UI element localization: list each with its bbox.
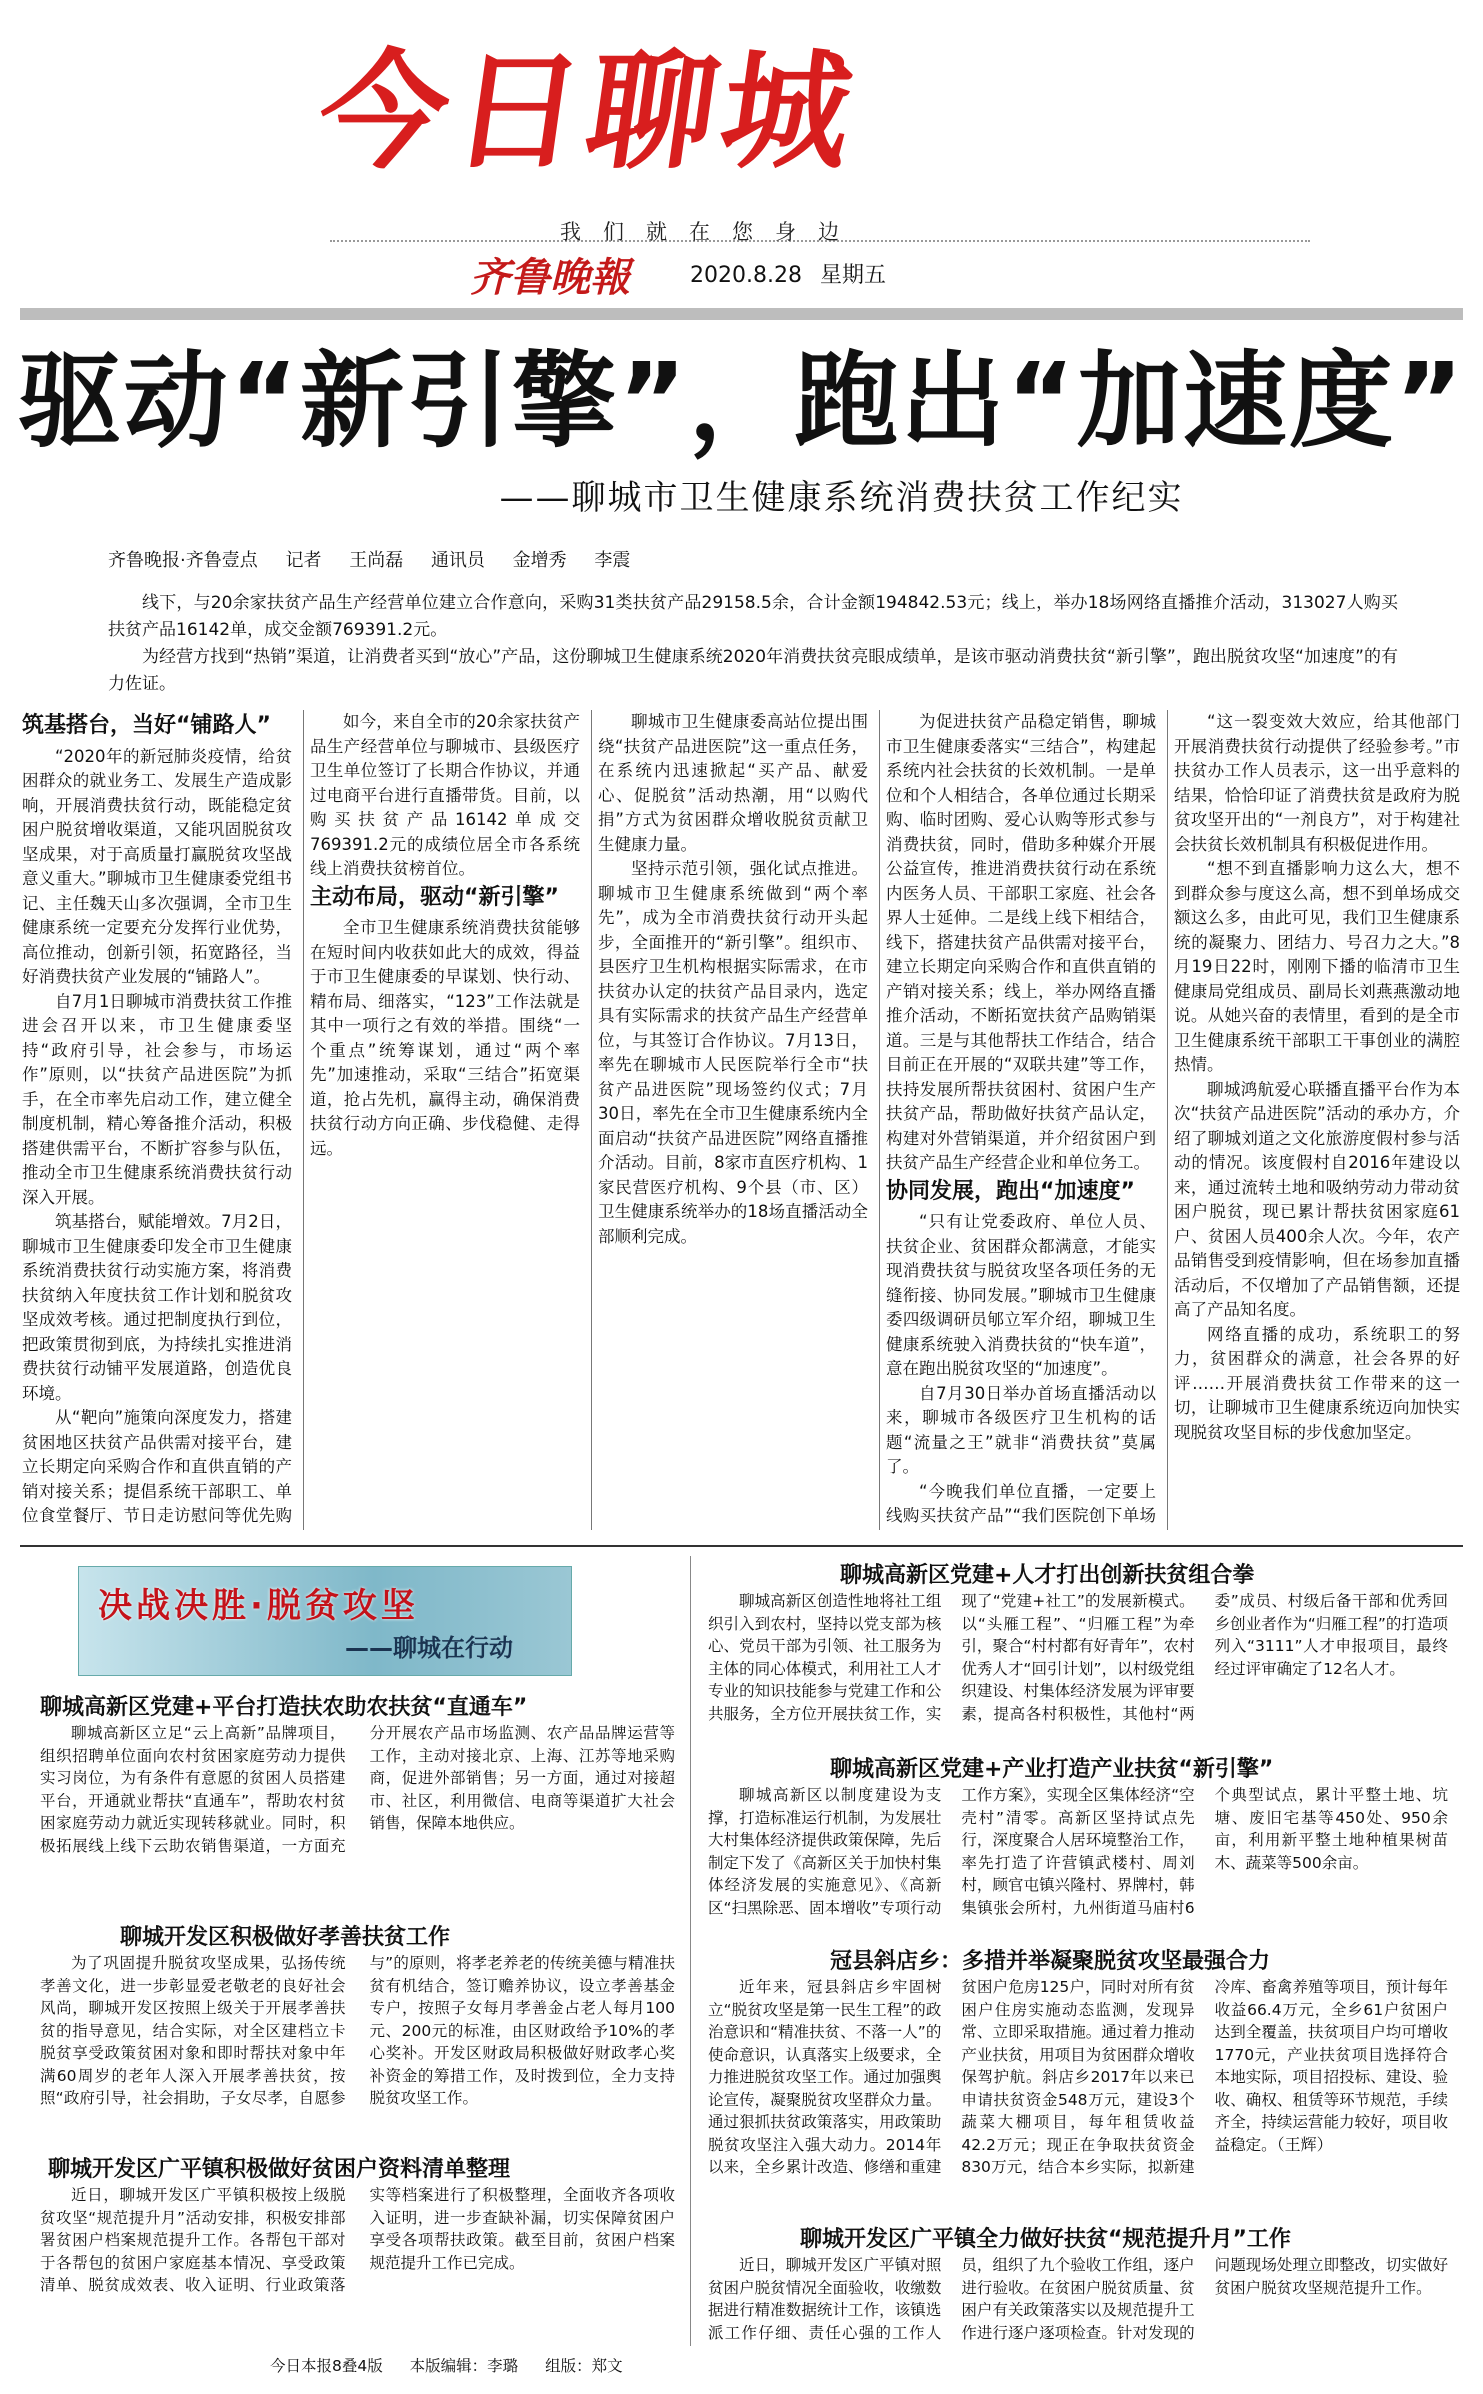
paragraph: 筑基搭台，赋能增效。7月2日，聊城市卫生健康委印发全市卫生健康系统消费扶贫行动实施方案，将消费扶贫纳入年度扶贫工作计划和脱贫攻坚成效考核。通过把制度执行到位，把政策贯彻到底，为持续扎实推进消费扶贫行动铺平发展道路，创造优良环境。: [22, 1212, 292, 1403]
article-subhead: ——聊城市卫生健康系统消费扶贫工作纪实: [499, 478, 1184, 518]
paragraph: “今晚我们单位直播，一定要上线购买扶贫产品”“我们医院创下单场: [886, 1481, 1156, 1525]
byline-correspondent: 金增秀: [512, 550, 567, 571]
brand-logo: 齐鲁晚報: [470, 254, 630, 301]
footer-editor: 本版编辑：李璐: [409, 2357, 519, 2375]
paragraph: 从“靶向”施策向深度发力，搭建贫困地区扶贫产品供需对接平台，建立长期定向采购合作和直供直销的产销对接关系；提倡系统干部职工、单位食堂餐厅、节日走访慰问等优先购: [22, 1408, 292, 1525]
paragraph: 近日，聊城开发区广平镇对照贫困户脱贫情况全面验收，收缴数据进行精准数据统计工作，该镇选派工作仔细、责任心强的工作人员，组织了九个验收工作组，逐户进行验收。在贫困户脱贫质量、贫困户有关政策落实以及规范提升工作进行逐户逐项检查。针对发现的问题现场处理立即整改，切实做好贫困户脱贫攻坚规范提升工作。: [708, 2256, 1448, 2342]
paragraph: 为了巩固提升脱贫攻坚成果，弘扬传统孝善文化，进一步彰显爱老敬老的良好社会风尚，聊城开发区按照上级关于开展孝善扶贫的指导意见，结合实际，对全区建档立卡脱贫享受政策贫困对象和即时帮扶对象中年满60周岁的老年人深入开展孝善扶贫，按照“政府引导，社会捐助，子女尽孝，自愿参与”的原则，将孝老养老的传统美德与精准扶贫有机结合，签订赡养协议，设立孝善基金专户，按照子女每月孝善金占老人每月100元、200元的标准，由区财政给予10%的孝心奖补。开发区财政局积极做好财政孝心奖补资金的筹措工作，及时拨到位，全力支持脱贫攻坚工作。: [40, 1954, 675, 2107]
byline-correspondent: 李震: [594, 550, 631, 571]
story-title: 聊城高新区党建+平台打造扶农助农扶贫“直通车”: [40, 1695, 528, 1720]
footer-info: 今日本报8叠4版: [270, 2357, 383, 2375]
section-rule: [20, 1545, 1463, 1547]
paragraph: 自7月30日举办首场直播活动以来，聊城市各级医疗卫生机构的话题“流量之王”就非“消费扶贫”莫属了。: [886, 1383, 1156, 1476]
paragraph: “想不到直播影响力这么大，想不到群众参与度这么高，想不到单场成交额这么多，由此可见，我们卫生健康系统的凝聚力、团结力、号召力之大。”8月19日22时，刚刚下播的临清市卫生健康局党组成员、副局长刘燕燕激动地说。从她兴奋的表情里，看到的是全市卫生健康系统干部职工干事创业的满腔热情。: [1174, 859, 1460, 1074]
story-divider: [690, 1556, 691, 2346]
column-3: [598, 710, 868, 1530]
paragraph: 近日，聊城开发区广平镇积极按上级脱贫攻坚“规范提升月”活动安排，积极安排部署贫困户档案规范提升工作。各帮包干部对于各帮包的贫困户家庭基本情况、享受政策清单、脱贫成效表、收入证明、行业政策落实等档案进行了积极整理，全面收齐各项收入证明，进一步查缺补漏，切实保障贫困户享受各项帮扶政策。截至目前，贫困户档案规范提升工作已完成。: [40, 2186, 675, 2294]
byline-source: 齐鲁晚报·齐鲁壹点: [108, 550, 258, 571]
paragraph: 聊城市卫生健康委高站位提出围绕“扶贫产品进医院”这一重点任务，在系统内迅速掀起“买产品、献爱心、促脱贫”活动热潮，用“以购代捐”方式为贫困群众增收脱贫贡献卫生健康力量。: [598, 712, 868, 854]
masthead-rule: [20, 308, 1463, 320]
masthead-slogan: 我们就在您身边: [560, 220, 861, 244]
byline-label: 通讯员: [430, 550, 485, 571]
issue-date: [690, 258, 886, 289]
banner-title: 决战决胜·脱贫攻坚: [98, 1586, 419, 1626]
paragraph: 自7月1日聊城市消费扶贫工作推进会召开以来，市卫生健康委坚持“政府引导，社会参与，市场运作”原则，以“扶贫产品进医院”为抓手，在全市率先启动工作，建立健全制度机制，精心筹备推介活动，积极搭建供需平台，不断扩容参与队伍，推动全市卫生健康系统消费扶贫行动深入开展。: [22, 991, 292, 1207]
paragraph: “这一裂变效大效应，给其他部门开展消费扶贫行动提供了经验参考。”市扶贫办工作人员表示，这一出乎意料的结果，恰恰印证了消费扶贫是政府为脱贫攻坚开出的“一剂良方”，对于构建社会扶贫长效机制具有积极促进作用。: [1174, 712, 1460, 854]
weekday: 星期五: [819, 263, 886, 288]
story-body: [708, 1590, 1448, 1740]
story-title: 聊城开发区积极做好孝善扶贫工作: [120, 1925, 451, 1950]
section-heading: 主动布局，驱动“新引擎”: [310, 884, 559, 910]
column-divider: [1167, 710, 1168, 1530]
story-title: 冠县斜店乡：多措并举凝聚脱贫攻坚最强合力: [830, 1949, 1271, 1974]
story-title: 聊城高新区党建+人才打出创新扶贫组合拳: [840, 1563, 1255, 1588]
page-footer: [270, 2354, 645, 2376]
story-body: [40, 2184, 675, 2344]
paragraph: 聊城高新区立足“云上高新”品牌项目，组织招聘单位面向农村贫困家庭劳动力提供实习岗位，为有条件有意愿的贫困人员搭建平台，开通就业帮扶“直通车”，帮助农村贫困家庭劳动力就近实现转移就业。同时，积极拓展线上线下云助农销售渠道，一方面充分开展农产品市场监测、农产品品牌运营等工作，主动对接北京、上海、江苏等地采购商，促进外部销售；另一方面，通过对接超市、社区，利用微信、电商等渠道扩大社会销售，保障本地供应。: [40, 1724, 675, 1855]
story-body: [708, 2254, 1448, 2346]
column-5: [1174, 710, 1460, 1530]
paragraph: 聊城鸿航爱心联播直播平台作为本次“扶贫产品进医院”活动的承办方，介绍了聊城刘道之文化旅游度假村参与活动的情况。该度假村自2016年建设以来，通过流转土地和吸纳劳动力带动贫困户脱贫，现已累计帮扶贫困家庭61户、贫困人员400余人次。今年，农产品销售受到疫情影响，但在场参加直播活动后，不仅增加了产品销售额，还提高了产品知名度。: [1174, 1079, 1460, 1319]
paragraph: 全市卫生健康系统消费扶贫能够在短时间内收获如此大的成效，得益于市卫生健康委的早谋划、快行动、精布局、细落实，“123”工作法就是其中一项行之有效的举措。围绕“一个重点”统筹谋划，通过“两个率先”加速推动，采取“三结合”拓宽渠道，抢占先机，赢得主动，确保消费扶贫行动方向正确、步伐稳健、走得远。: [310, 918, 580, 1158]
paragraph: 如今，来自全市的20余家扶贫产品生产经营单位与聊城市、县级医疗卫生单位签订了长期合作协议，并通过电商平台进行直播带货。目前，以购买扶贫产品16142单成交769391.2元的成绩位居全市各系统线上消费扶贫榜首位。: [310, 712, 580, 878]
byline-reporter: 王尚磊: [349, 550, 404, 571]
section-heading: 筑基搭台，当好“铺路人”: [22, 713, 271, 738]
article-lead: [108, 590, 1398, 698]
column-4: [886, 710, 1156, 1530]
lead-paragraph: 为经营方找到“热销”渠道，让消费者买到“放心”产品，这份聊城卫生健康系统2020年消费扶贫亮眼成绩单，是该市驱动消费扶贫“新引擎”，跑出脱贫攻坚“加速度”的有力佐证。: [108, 647, 1398, 694]
story-title: 聊城开发区广平镇积极做好贫困户资料清单整理: [48, 2157, 511, 2182]
column-2: [310, 710, 580, 1530]
column-divider: [303, 710, 304, 1530]
story-body: [708, 1976, 1448, 2208]
paragraph: 坚持示范引领，强化试点推进。聊城市卫生健康系统做到“两个率先”，成为全市消费扶贫行动开头起步，全面推开的“新引擎”。组织市、县医疗卫生机构根据实际需求，在市扶贫办认定的扶贫产品目录内，选定具有实际需求的扶贫产品生产经营单位，与其签订合作协议。7月13日，率先在聊城市人民医院举行全市“扶贫产品进医院”现场签约仪式；7月30日，率先在全市卫生健康系统内全面启动“扶贫产品进医院”网络直播推介活动。目前，8家市直医疗机构、1家民营医疗机构、9个县（市、区）卫生健康系统举办的18场直播活动全部顺利完成。: [598, 859, 868, 1246]
paragraph: 为促进扶贫产品稳定销售，聊城市卫生健康委落实“三结合”，构建起系统内社会扶贫的长效机制。一是单位和个人相结合，各单位通过长期采购、临时团购、爱心认购等形式参与消费扶贫，同时，借助多种媒介开展公益宣传，推进消费扶贫行动在系统内医务人员、干部职工家庭、社会各界人士延伸。二是线上线下相结合，线下，搭建扶贫产品供需对接平台，建立长期定向采购合作和直供直销的产销对接关系；线上，举办网络直播推介活动，不断拓宽扶贫产品购销渠道。三是与其他帮扶工作结合，结合目前正在开展的“双联共建”等工作，扶持发展所帮扶贫困村、贫困户生产扶贫产品，帮助做好扶贫产品认定，构建对外营销渠道，并介绍贫困户到扶贫产品生产经营企业和单位务工。: [886, 712, 1156, 1172]
masthead-title: 今日聊城: [309, 38, 867, 187]
story-title: 聊城高新区党建+产业打造产业扶贫“新引擎”: [830, 1757, 1274, 1782]
column-divider: [591, 710, 592, 1530]
banner-subtitle: ——聊城在行动: [345, 1634, 513, 1662]
article-headline: 驱动“新引擎”，跑出“加速度”: [17, 340, 1466, 462]
footer-layout: 组版：郑文: [545, 2357, 623, 2375]
story-body: [40, 1722, 675, 1912]
paragraph: 聊城高新区创造性地将社工组织引入到农村，坚持以党支部为核心、党员干部为引领、社工服务为主体的同心体模式，利用社工人才专业的知识技能参与党建工作和公共服务，全方位开展扶贫工作，实现了“党建+社工”的发展新模式。以“头雁工程”、“归雁工程”为牵引，聚合“村村都有好青年”，农村优秀人才“回引计划”，以村级党组织建设、村集体经济发展为评审要素，提高各村积极性，其他村“两委”成员、村级后备干部和优秀回乡创业者作为“归雁工程”的打造项列入“3111”人才申报项目，最终经过评审确定了12名人才。: [708, 1592, 1448, 1723]
paragraph: [708, 1976, 1448, 2179]
article-body: [22, 710, 1462, 1530]
section-heading: 协同发展，跑出“加速度”: [886, 1178, 1135, 1204]
paragraph: “2020年的新冠肺炎疫情，给贫困群众的就业务工、发展生产造成影响，开展消费扶贫行动，既能稳定贫困户脱贫增收渠道，又能巩固脱贫攻坚成果，对于高质量打赢脱贫攻坚战意义重大。”聊城市卫生健康委党组书记、主任魏天山多次强调，全市卫生健康系统一定要充分发挥行业优势，高位推动，创新引领，拓宽路径，当好消费扶贫产业发展的“铺路人”。: [22, 746, 292, 986]
story-body: [708, 1784, 1448, 1934]
column-divider: [879, 710, 880, 1530]
paragraph: 网络直播的成功，系统职工的努力，贫困群众的满意，社会各界的好评……开展消费扶贫工作带来的这一切，让聊城市卫生健康系统迈向加快实现脱贫攻坚目标的步伐愈加坚定。: [1174, 1324, 1460, 1442]
date-value: 2020.8.28: [690, 263, 802, 288]
byline: [108, 546, 644, 572]
paragraph: 聊城高新区以制度建设为支撑，打造标准运行机制，为发展壮大村集体经济提供政策保障，先后制定下发了《高新区关于加快村集体经济发展的实施意见》、《高新区“扫黑除恶、固本增收”专项行动工作方案》，实现全区集体经济“空壳村”清零。高新区坚持试点先行，深度聚合人居环境整治工作，率先打造了许营镇武楼村、周刘村，顾官屯镇兴隆村、界牌村，韩集镇张会所村，九州街道马庙村6个典型试点，累计平整土地、坑塘、废旧宅基等450处、950余亩，利用新平整土地种植果树苗木、蔬菜等500余亩。: [708, 1786, 1448, 1917]
story-body: [40, 1952, 675, 2142]
author-sign: （王辉）: [1276, 2134, 1333, 2154]
story-text: 近年来，冠县斜店乡牢固树立“脱贫攻坚是第一民生工程”的政治意识和“精准扶贫、不落一人”的使命意识，认真落实上级要求，全力推进脱贫攻坚工作。通过加强舆论宣传，凝聚脱贫攻坚群众力量。通过狠抓扶贫政策落实，用政策助脱贫攻坚注入强大动力。2014年以来，全乡累计改造、修缮和重建贫困户危房125户，同时对所有贫困户住房实施动态监测，发现异常、立即采取措施。通过着力推动产业扶贫，用项目为贫困群众增收保驾护航。斜店乡2017年以来已申请扶贫资金548万元，建设3个蔬菜大棚项目，每年租赁收益42.2万元；现正在争取扶贫资金830万元，结合本乡实际，拟新建冷库、畜禽养殖等项目，预计每年收益66.4万元，全乡61户贫困户达到全覆盖，扶贫项目户均可增收1770元，产业扶贫项目选择符合本地实际，项目招投标、建设、验收、确权、租赁等环节规范，手续齐全，持续运营能力较好，项目收益稳定。: [708, 1978, 1448, 2176]
paragraph: “只有让党委政府、单位人员、扶贫企业、贫困群众都满意，才能实现消费扶贫与脱贫攻坚各项任务的无缝衔接、协同发展。”聊城市卫生健康委四级调研员郇立军介绍，聊城卫生健康系统驶入消费扶贫的“快车道”，意在跑出脱贫攻坚的“加速度”。: [886, 1212, 1156, 1378]
column-1: [22, 710, 292, 1530]
byline-label: 记者: [285, 550, 322, 571]
lead-paragraph: 线下，与20余家扶贫产品生产经营单位建立合作意向，采购31类扶贫产品29158.5余，合计金额194842.53元；线上，举办18场网络直播推介活动，313027人购买扶贫产品16142单，成交金额769391.2元。: [108, 593, 1398, 640]
story-title: 聊城开发区广平镇全力做好扶贫“规范提升月”工作: [800, 2227, 1291, 2252]
